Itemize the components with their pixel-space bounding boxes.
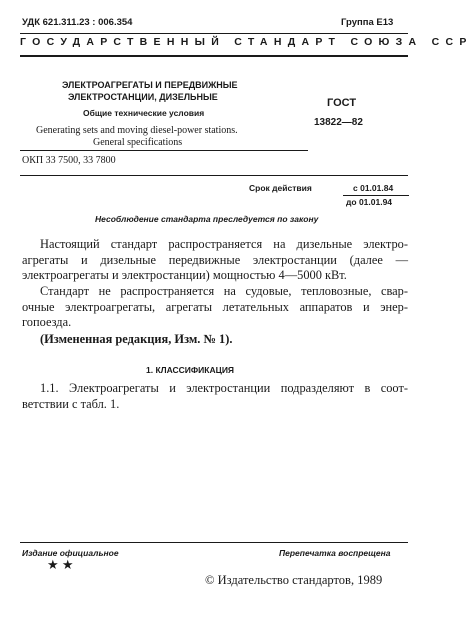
group-code: Группа Е13 bbox=[341, 17, 394, 28]
title-bottom-rule bbox=[20, 150, 308, 151]
okp-code: ОКП 33 7500, 33 7800 bbox=[22, 155, 116, 166]
copyright-line: © Издательство стандартов, 1989 bbox=[205, 573, 383, 587]
scope-exclusion-paragraph bbox=[22, 284, 408, 331]
classification-line: ветствии с табл. 1. bbox=[22, 396, 120, 411]
title-ru-subtitle: Общие технические условия bbox=[83, 108, 205, 118]
banner-top-rule bbox=[20, 33, 408, 34]
validity-divider bbox=[343, 195, 409, 196]
gost-label: ГОСТ bbox=[327, 97, 357, 109]
section-heading: 1. КЛАССИФИКАЦИЯ bbox=[146, 365, 235, 375]
scope-line: Стандарт не распространяется на судовые, тепловозные, свар- bbox=[40, 284, 408, 298]
official-edition: Издание официальное bbox=[22, 548, 119, 558]
scope-line: гопоезда. bbox=[22, 315, 72, 329]
validity-to: до 01.01.94 bbox=[346, 197, 393, 207]
udk-code: УДК 621.311.23 : 006.354 bbox=[22, 17, 133, 28]
title-en-line1: Generating sets and moving diesel-power stations. bbox=[36, 125, 238, 136]
validity-label: Срок действия bbox=[249, 183, 312, 193]
title-en-line2: General specifications bbox=[93, 137, 183, 148]
classification-paragraph bbox=[22, 381, 408, 412]
validity-from: с 01.01.84 bbox=[353, 183, 394, 193]
footer-rule bbox=[20, 542, 408, 543]
scope-line: очные электроагрегаты, агрегаты летательных аппаратов и энер- bbox=[22, 299, 408, 314]
intro-line: Настоящий стандарт распространяется на дизельные электро- bbox=[40, 237, 408, 251]
reprint-notice: Перепечатка воспрещена bbox=[279, 548, 391, 558]
title-ru-line1: ЭЛЕКТРОАГРЕГАТЫ И ПЕРЕДВИЖНЫЕ bbox=[62, 80, 238, 90]
title-ru-line2: ЭЛЕКТРОСТАНЦИИ, ДИЗЕЛЬНЫЕ bbox=[68, 92, 218, 102]
classification-line: 1.1. Электроагрегаты и электростанции подразделяют в соот- bbox=[40, 381, 408, 395]
gost-number: 13822—82 bbox=[314, 117, 363, 128]
state-standard-banner: ГОСУДАРСТВЕННЫЙ СТАНДАРТ СОЮЗА ССР bbox=[20, 36, 473, 48]
edition-stars: ★ ★ bbox=[47, 557, 74, 572]
intro-paragraph bbox=[22, 237, 408, 284]
banner-bottom-rule bbox=[20, 55, 408, 57]
intro-line: агрегаты и дизельные передвижные электростанции (далее — bbox=[22, 252, 408, 267]
amendment-note: (Измененная редакция, Изм. № 1). bbox=[40, 332, 233, 346]
okp-bottom-rule bbox=[20, 175, 408, 176]
law-notice: Несоблюдение стандарта преследуется по закону bbox=[95, 214, 319, 224]
intro-line: электроагрегаты и электростанции) мощностью 4—5000 кВт. bbox=[22, 268, 347, 282]
